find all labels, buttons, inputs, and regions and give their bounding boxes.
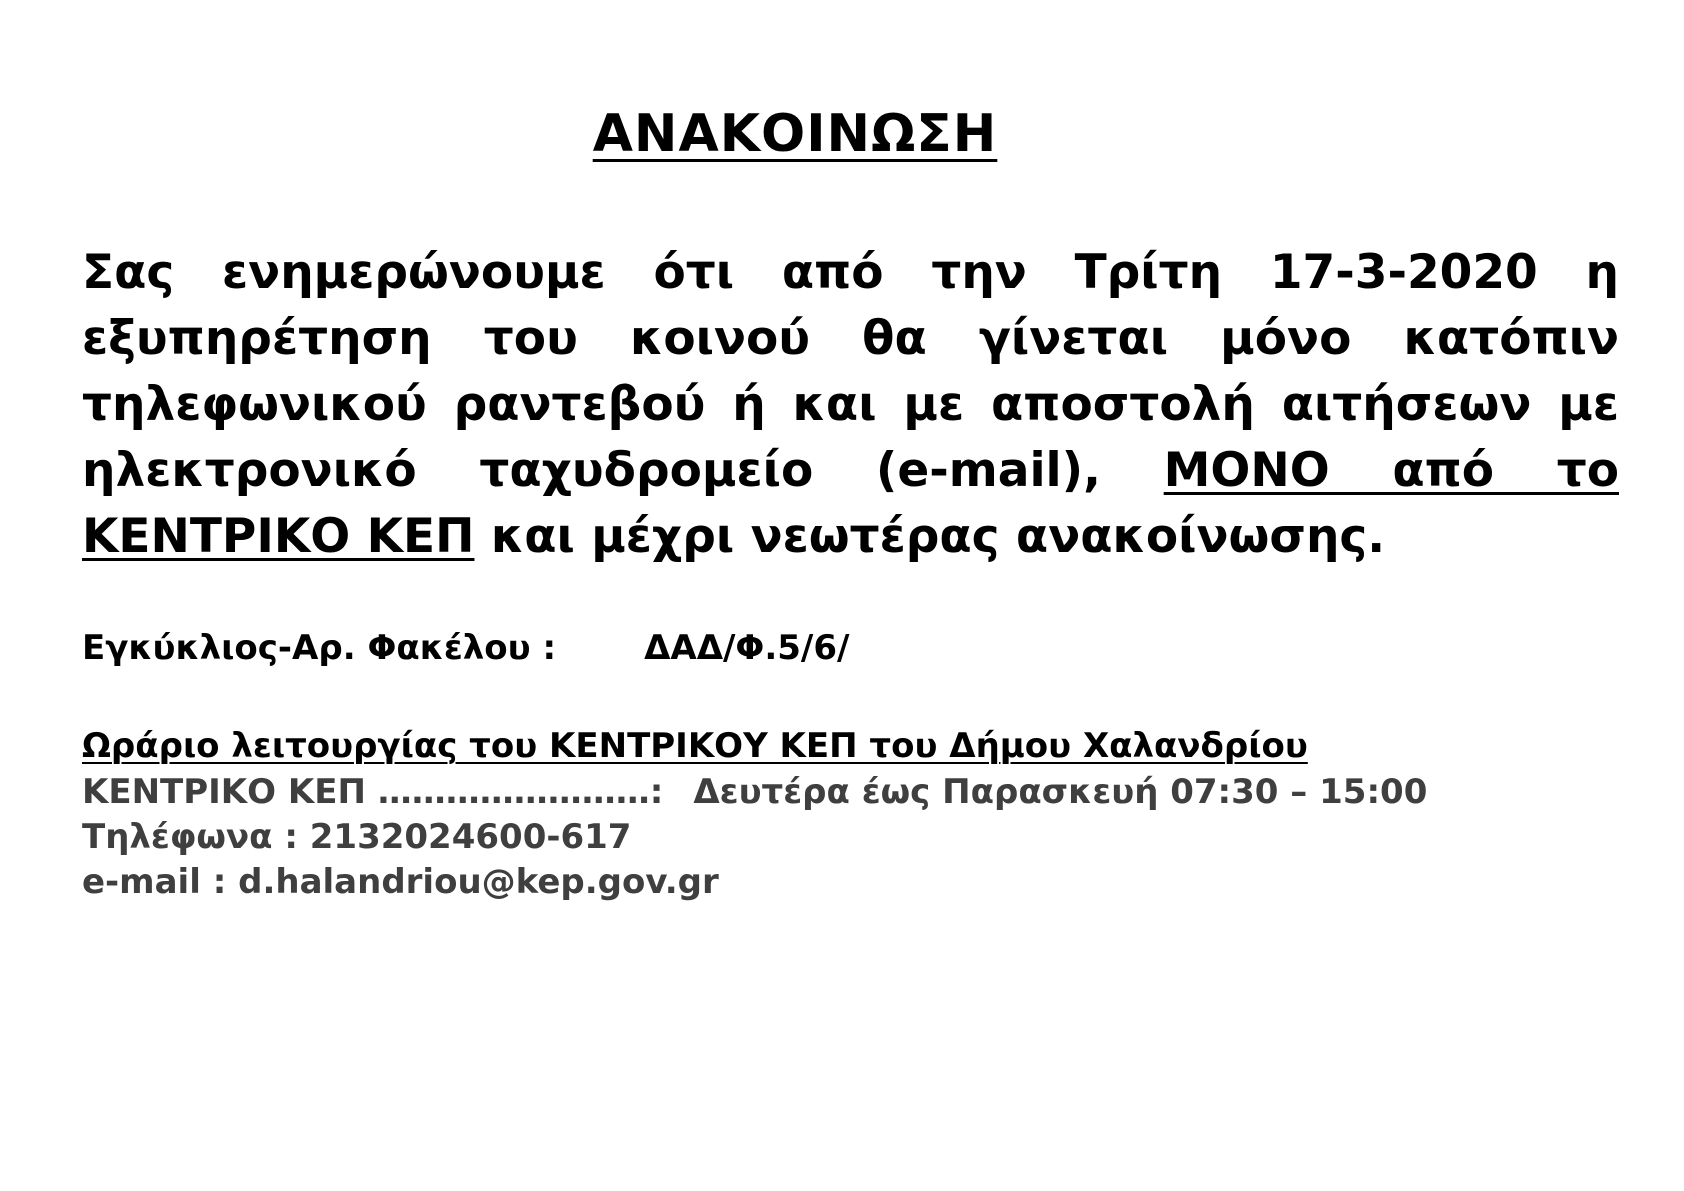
- opening-hours-title: Ωράριο λειτουργίας του ΚΕΝΤΡΙΚΟΥ ΚΕΠ του Δήμου Χαλανδρίου: [82, 726, 1308, 766]
- announcement-emphasis-central-kep: ΚΕΝΤΡΙΚΟ ΚΕΠ: [82, 509, 475, 564]
- email-line: e-mail : d.halandriou@kep.gov.gr: [82, 862, 719, 902]
- office-hours-line: [82, 772, 1427, 812]
- circular-label: Εγκύκλιος-Αρ. Φακέλου :: [82, 628, 557, 668]
- announcement-text-outro: και μέχρι νεωτέρας ανακοίνωσης.: [474, 509, 1386, 564]
- office-schedule: Δευτέρα έως Παρασκευή 07:30 – 15:00: [693, 772, 1428, 812]
- announcement-emphasis-only-from: ΜΟΝΟ από το: [1163, 443, 1619, 498]
- phone-line: Τηλέφωνα : 2132024600-617: [82, 817, 632, 857]
- page-title: ΑΝΑΚΟΙΝΩΣΗ: [592, 104, 998, 164]
- office-label: ΚΕΝΤΡΙΚΟ ΚΕΠ ……………………:: [82, 772, 664, 812]
- circular-value: ΔΑΔ/Φ.5/6/: [644, 628, 850, 668]
- announcement-text-intro: Σας ενημερώνουμε ότι από την Τρίτη 17-3-2020 η εξυπηρέτηση του κοινού θα γίνεται μόνο κατόπιν τηλεφωνικού ραντεβού ή και με αποστολή αιτήσεων με ηλεκτρονικό ταχυδρομείο (e-mail),: [82, 245, 1619, 498]
- announcement-body: [82, 240, 1619, 570]
- circular-reference: [82, 628, 849, 668]
